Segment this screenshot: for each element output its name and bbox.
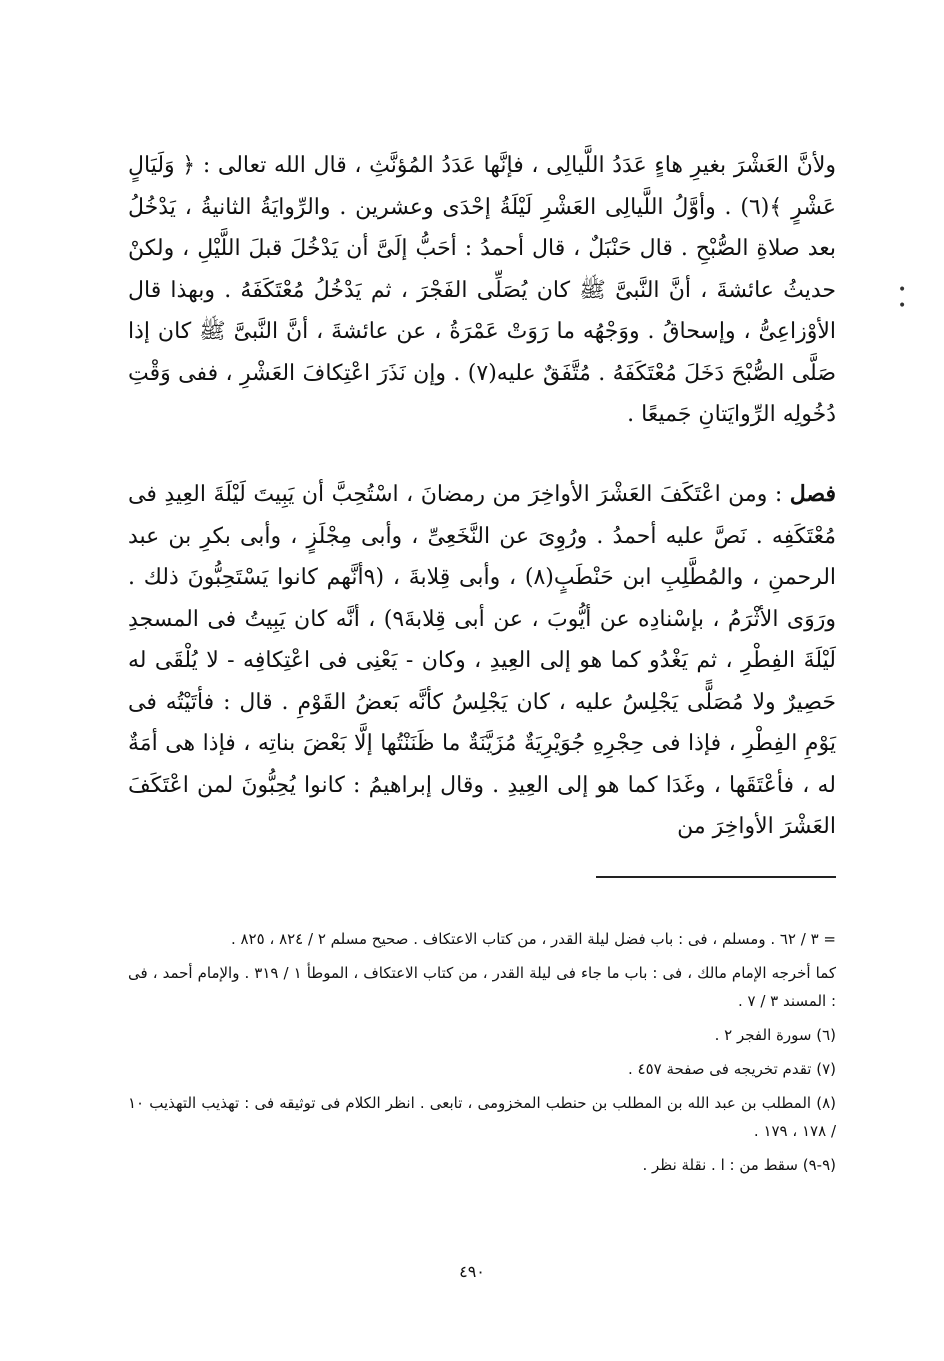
fasl-label: فصل (789, 481, 836, 507)
footnotes-list (128, 925, 836, 1185)
footnote-item: (٧) تقدم تخريجه فى صفحة ٤٥٧ . (627, 1060, 836, 1078)
footnote-item: = ٣ / ٦٢ . ومسلم ، فى : باب فضل ليلة القدر ، من كتاب الاعتكاف . صحيح مسلم ٢ / ٨٢٤ ، ٨٢٥ . (230, 930, 836, 948)
footnote-item: (٩-٩) سقط من : ا . نقلة نظر . (642, 1156, 836, 1174)
body-paragraph-2 (128, 474, 836, 848)
margin-marks: • • (898, 282, 917, 314)
body-paragraph-2-text: : ومن اعْتَكَفَ العَشْرَ الأواخِرَ من رمضانَ ، اسْتُحِبَّ أن يَبِيتَ لَيْلَةَ العِيدِ فى مُعْتَكَفِه . نَصَّ عليه أحمدُ . ورُوِىَ عن النَّخَعِىِّ ، وأبى مِجْلَزٍ ، وأبى بكرِ بن عبد الرحمنِ ، والمُطَّلِبِ ابن حَنْطَبٍ(٨) ، وأبى قِلابةَ ، (٩أنَّهم كانوا يَسْتَحِبُّونَ ذلك . ورَوَى الأثْرَمُ ، بإسْنادِه عن أيُّوبَ ، عن أبى قِلابةَ٩) ، أنَّه كان يَبِيتُ فى المسجدِ لَيْلَةَ الفِطْرِ ، ثم يَغْدُو كما هو إلى العِيدِ ، وكان - يَعْنِى فى اعْتِكافِه - لا يُلْقَى له حَصِيرٌ ولا مُصَلًّى يَجْلِسُ عليه ، كان يَجْلِسُ كأنَّه بَعضُ القَوْمِ . قال : فأتَيْتُه فى يَوْمِ الفِطْرِ ، فإذا فى حِجْرِهِ جُوَيْرِيَةٌ مُزَيَّنَةٌ ما ظَنَنْتُها إلَّا بَعْضَ بناتِه ، فإذا هى أمَةٌ له ، فأعْتَقَها ، وغَدَا كما هو إلى العِيدِ . وقال إبراهيمُ : كانوا يُحِبُّونَ لمن اعْتَكَفَ العَشْرَ الأواخِرَ من (128, 482, 837, 839)
body-paragraph-1: ولأنَّ العَشْرَ بغيرِ هاءٍ عَدَدُ اللَّيالِى ، فإنَّها عَدَدُ المُؤنَّثِ ، قال الله تعالى : ﴿ وَلَيَالٍ عَشْرٍ ﴾(٦) . وأوَّلُ اللَّيالِى العَشْرِ لَيْلَةُ إحْدَى وعشرين . والرِّوايَةُ الثانيةُ ، يَدْخُلُ بعد صلاةِ الصُّبْحِ . قال حَنْبَلٌ ، قال أحمدُ : أحَبُّ إلَىَّ أن يَدْخُلَ قبلَ اللَّيْلِ ، ولكنْ حديثُ عائشةَ ، أنَّ النَّبىَّ ﷺ كان يُصَلِّى الفَجْرَ ، ثم يَدْخُلُ مُعْتَكَفَهُ . وبهذا قال الأوْزاعِىُّ ، وإسحاقُ . ووَجْهُه ما رَوَتْ عَمْرَةُ ، عن عائشةَ ، أنَّ النَّبىَّ ﷺ كان إذا صَلَّى الصُّبْحَ دَخَلَ مُعْتَكَفَهُ . مُتَّفَقٌ عليه(٧) . وإن نَذَرَ اعْتِكافَ العَشْرِ ، ففى وَقْتِ دُخُولِه الرِّوايَتانِ جَميعًا . (128, 153, 837, 427)
footnote-separator (596, 876, 836, 878)
footnote-item: كما أخرجه الإمام مالك ، فى : باب ما جاء فى ليلة القدر ، من كتاب الاعتكاف ، الموطأ ١ / ٣١٩ . والإمام أحمد ، فى : المسند ٣ / ٧ . (128, 964, 837, 1010)
page-number: ٤٩٠ (459, 1262, 485, 1281)
footnote-item: (٨) المطلب بن عبد الله بن المطلب بن حنطب المخزومى ، تابعى . انظر الكلام فى توثيقه فى : تهذيب التهذيب ١٠ / ١٧٨ ، ١٧٩ . (128, 1094, 836, 1140)
footnote-item: (٦) سورة الفجر ٢ . (714, 1026, 836, 1044)
